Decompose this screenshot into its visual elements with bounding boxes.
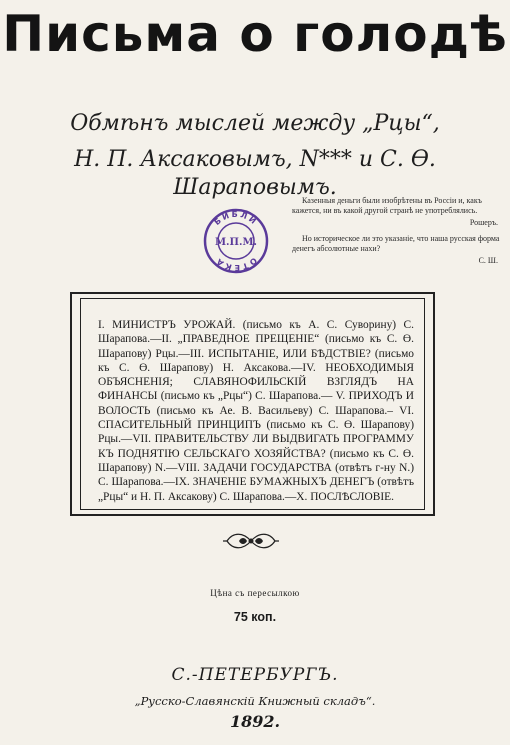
- svg-text:БИБЛИ: [213, 210, 260, 227]
- svg-text:ОТЕКА: [213, 256, 258, 272]
- frame-left-outer: [70, 292, 72, 516]
- frame-bottom-outer: [70, 514, 435, 516]
- epigraph-attribution-2: С. Ш.: [478, 256, 498, 265]
- stamp-bottom-text: ОТЕКА: [213, 255, 259, 273]
- epigraph-attribution-1: Рошеръ.: [469, 218, 498, 227]
- frame-right-outer: [433, 292, 435, 516]
- frame-left-inner: [80, 298, 81, 510]
- table-of-contents: I. МИНИСТРЪ УРОЖАЙ. (письмо къ А. С. Суворину) С. Шарапова.—II. „ПРАВЕДНОЕ ПРЕЩЕНІЕ“ (письмо къ С. Ө. Шарапову) Рцы.—III. ИСПЫТАНІЕ, ИЛИ БѢДСТВІЕ? (письмо къ С. Ө. Шарапову) Н. Аксакова.—IV. НЕОБХОДИМЫЯ ОБЪЯСНЕНІЯ; СЛАВЯНОФИЛЬСКІЙ ВЗГЛЯДЪ НА ФИНАНСЫ (письмо къ „Рцы“) С. Шарапова.— V. ПРИХОДЪ И ВОЛОСТЬ (письмо къ Ае. В. Васильеву) С. Шарапова.– VI. СПАСИТЕЛЬНЫЙ ПРИНЦИПЪ (письмо къ С. Ө. Шарапову) Рцы.—VII. ПРАВИТЕЛЬСТВУ ЛИ ВЫДВИГАТЬ ПРОГРАММУ КЪ ПОДНЯТІЮ СЕЛЬСКАГО ХОЗЯЙСТВА? (письмо къ С. Ө. Шарапову) N.—VIII. ЗАДАЧИ ГОСУДАРСТВА (отвѣтъ г-ну N.) С. Шарапова.—IX. ЗНАЧЕНІЕ БУМАЖНЫХЪ ДЕНЕГЪ (отвѣтъ „Рцы“ и Н. П. Аксакову) С. Шарапова.—X. ПОСЛѢСЛОВІЕ.: [98, 319, 414, 503]
- floral-ornament-icon: [221, 530, 281, 552]
- price-value: 75 коп.: [233, 610, 277, 624]
- publication-year: 1892.: [229, 712, 281, 731]
- publication-city: С.-ПЕТЕРБУРГЪ.: [171, 665, 339, 685]
- price-label: Цѣна съ пересылкою: [210, 588, 300, 598]
- frame-bottom-inner: [80, 509, 425, 510]
- epigraph: [292, 196, 504, 272]
- publisher-name: „Русско-Славянскій Книжный складъ“.: [134, 694, 376, 708]
- frame-top-inner: [80, 298, 425, 299]
- stamp-center-text: М.П.М.: [214, 237, 258, 248]
- epigraph-quote-2: Но историческое ли это указаніе, что наша русская форма денегъ абсолютные нахи?: [292, 234, 500, 253]
- library-stamp: [202, 207, 270, 275]
- epigraph-quote-1: Казенныя деньги были изобрѣтены въ Россіи и, какъ кажется, ни въ какой другой странѣ не употреблялись.: [292, 196, 482, 215]
- book-title: Письма о голодѣ: [2, 5, 508, 63]
- subtitle-line-2: Н. П. Аксаковымъ, N*** и С. Ө. Шараповымъ.: [74, 147, 436, 200]
- frame-right-inner: [424, 298, 425, 510]
- subtitle-line-1: Обмѣнъ мыслей между „Рцы“,: [70, 111, 440, 136]
- stamp-top-text: БИБЛИ: [212, 209, 260, 228]
- frame-top-outer: [70, 292, 435, 294]
